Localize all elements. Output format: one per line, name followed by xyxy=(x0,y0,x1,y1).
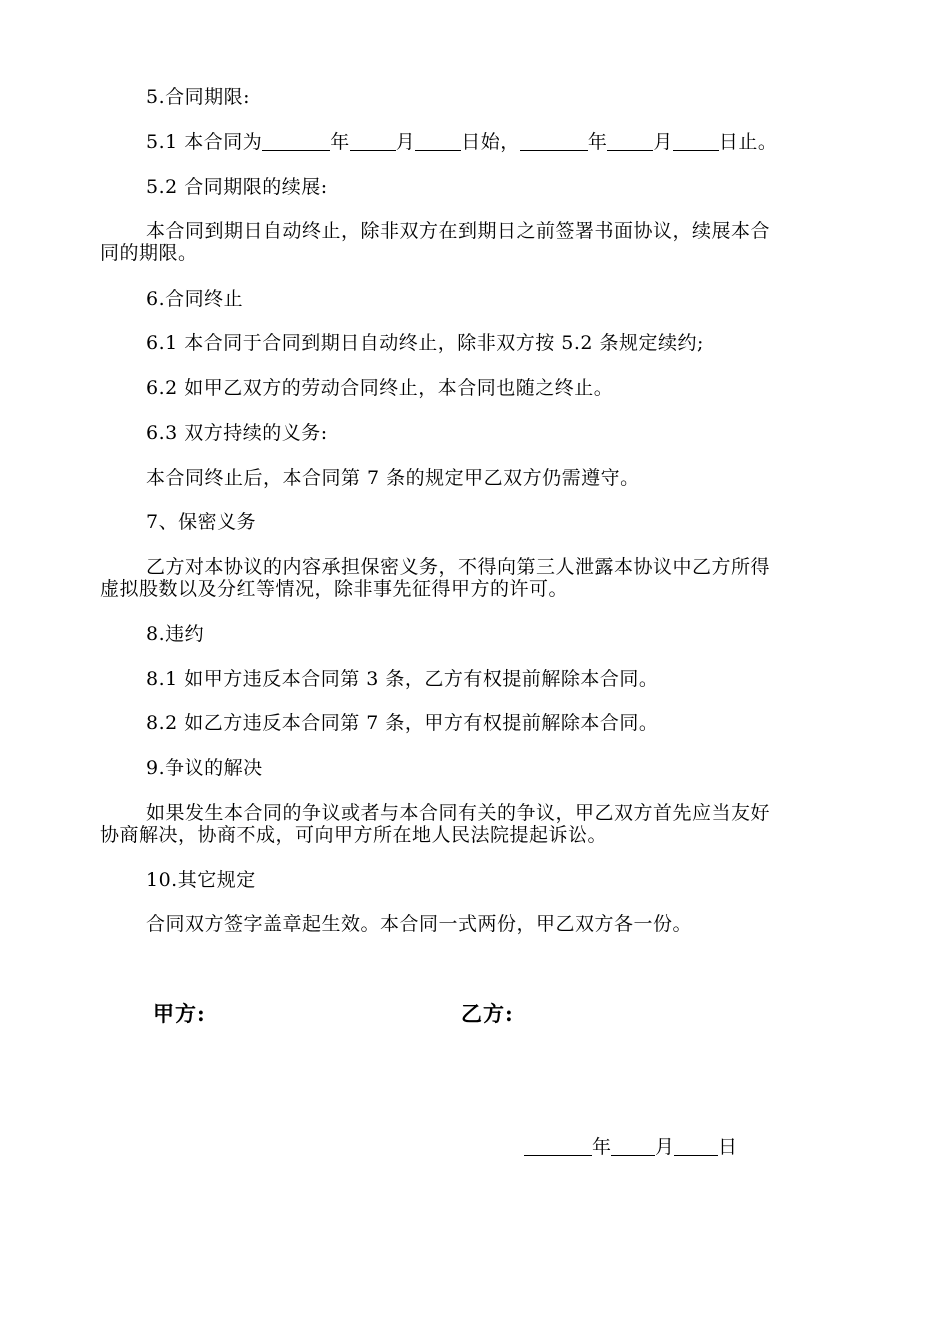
label-month-end: 月 xyxy=(653,131,673,153)
section-5-2-body xyxy=(100,220,860,264)
blank-sign-year xyxy=(524,1137,592,1156)
section-5-2-title: 5.2 合同期限的续展: xyxy=(146,176,328,198)
section-5-1 xyxy=(100,131,860,153)
section-6-3-body: 本合同终止后，本合同第 7 条的规定甲乙双方仍需遵守。 xyxy=(146,467,640,489)
signature-date xyxy=(524,1136,737,1158)
blank-day-end xyxy=(673,132,719,151)
section-8-2: 8.2 如乙方违反本合同第 7 条，甲方有权提前解除本合同。 xyxy=(146,712,659,734)
section-7-body xyxy=(100,556,860,600)
label-month-start: 月 xyxy=(395,131,416,153)
section-10-title: 10.其它规定 xyxy=(146,869,256,891)
label-sign-year: 年 xyxy=(592,1136,612,1158)
label-year-end: 年 xyxy=(587,131,608,153)
label-year-start: 年 xyxy=(330,131,350,153)
label-day-end: 日止。 xyxy=(718,131,778,153)
blank-month-end xyxy=(607,132,653,151)
section-7-body-line2: 虚拟股数以及分红等情况，除非事先征得甲方的许可。 xyxy=(100,578,569,600)
label-sign-month: 月 xyxy=(655,1136,675,1158)
blank-year-end xyxy=(520,132,588,151)
section-9-body-line1: 如果发生本合同的争议或者与本合同有关的争议，甲乙双方首先应当友好 xyxy=(146,802,771,824)
section-7-title: 7、保密义务 xyxy=(146,511,257,533)
section-6-2: 6.2 如甲乙双方的劳动合同终止，本合同也随之终止。 xyxy=(146,377,614,399)
party-b-label: 乙方: xyxy=(461,1001,514,1026)
section-6-1: 6.1 本合同于合同到期日自动终止，除非双方按 5.2 条规定续约; xyxy=(146,332,704,354)
section-5-1-prefix: 5.1 本合同为 xyxy=(146,131,263,153)
section-9-body xyxy=(100,802,860,846)
section-8-title: 8.违约 xyxy=(146,623,205,645)
blank-day-start xyxy=(415,132,461,151)
section-6-3-title: 6.3 双方持续的义务: xyxy=(146,422,328,444)
section-7-body-line1: 乙方对本协议的内容承担保密义务，不得向第三人泄露本协议中乙方所得 xyxy=(146,556,771,578)
label-day-start: 日始， xyxy=(461,131,520,153)
section-5-2-body-line2: 同的期限。 xyxy=(100,242,198,264)
section-5-title: 5.合同期限: xyxy=(146,86,251,108)
label-sign-day: 日 xyxy=(718,1136,738,1158)
blank-year-start xyxy=(262,132,330,151)
section-9-title: 9.争议的解决 xyxy=(146,757,263,779)
section-8-1: 8.1 如甲方违反本合同第 3 条，乙方有权提前解除本合同。 xyxy=(146,668,659,690)
section-5-2-body-line1: 本合同到期日自动终止，除非双方在到期日之前签署书面协议，续展本合 xyxy=(146,220,771,242)
section-10-body: 合同双方签字盖章起生效。本合同一式两份，甲乙双方各一份。 xyxy=(146,913,693,935)
blank-sign-day xyxy=(674,1137,718,1156)
blank-month-start xyxy=(350,132,396,151)
section-6-title: 6.合同终止 xyxy=(146,288,244,310)
blank-sign-month xyxy=(611,1137,655,1156)
section-9-body-line2: 协商解决，协商不成，可向甲方所在地人民法院提起诉讼。 xyxy=(100,824,608,846)
party-a-label: 甲方: xyxy=(153,1001,206,1026)
